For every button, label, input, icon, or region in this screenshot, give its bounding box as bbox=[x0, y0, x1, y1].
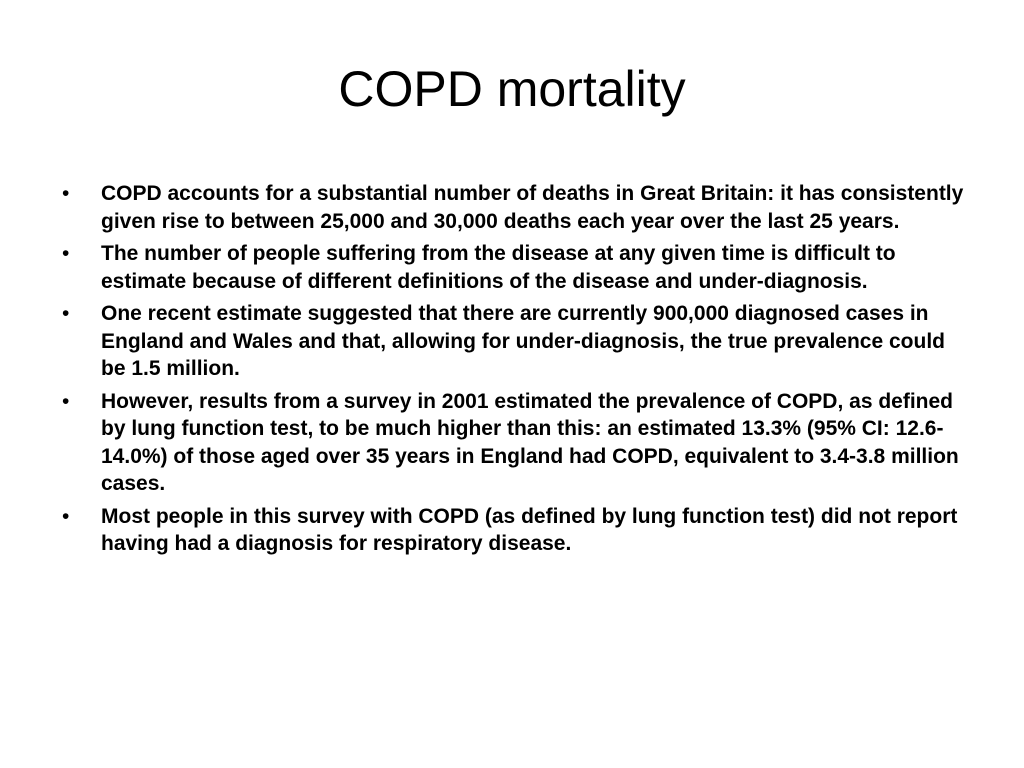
bullet-text: However, results from a survey in 2001 estimated the prevalence of COPD, as defined by lung function test, to be much higher than this: an estimated 13.3% (95% CI: 12.6-14.0%) of those aged over 35 years in England had COPD, equivalent to 3.4-3.8 million cases. bbox=[101, 389, 959, 495]
bullet-marker: • bbox=[62, 242, 70, 265]
bullet-marker: • bbox=[62, 504, 70, 528]
bullet-item-undiagnosed bbox=[62, 503, 967, 558]
slide-title: COPD mortality bbox=[338, 61, 686, 117]
bullet-marker: • bbox=[62, 182, 70, 205]
bullet-text: COPD accounts for a substantial number of deaths in Great Britain: it has consistently given rise to between 25,000 and 30,000 deaths each year over the last 25 years. bbox=[101, 182, 964, 233]
bullet-item-recent-estimate bbox=[62, 300, 967, 383]
bullet-marker: • bbox=[62, 302, 70, 325]
bullet-item-estimation bbox=[62, 240, 967, 295]
bullet-text: The number of people suffering from the disease at any given time is difficult to estimate because of different definitions of the disease and under-diagnosis. bbox=[101, 242, 896, 293]
bullet-marker: • bbox=[62, 389, 70, 413]
bullet-item-survey-2001 bbox=[62, 388, 967, 498]
bullet-item-deaths bbox=[62, 180, 967, 235]
bullet-list bbox=[62, 180, 967, 563]
bullet-text: One recent estimate suggested that there are currently 900,000 diagnosed cases in England and Wales and that, allowing for under-diagnosis, the true prevalence could be 1.5 million. bbox=[101, 302, 945, 380]
bullet-text: Most people in this survey with COPD (as defined by lung function test) did not report having had a diagnosis for respiratory disease. bbox=[101, 504, 958, 555]
